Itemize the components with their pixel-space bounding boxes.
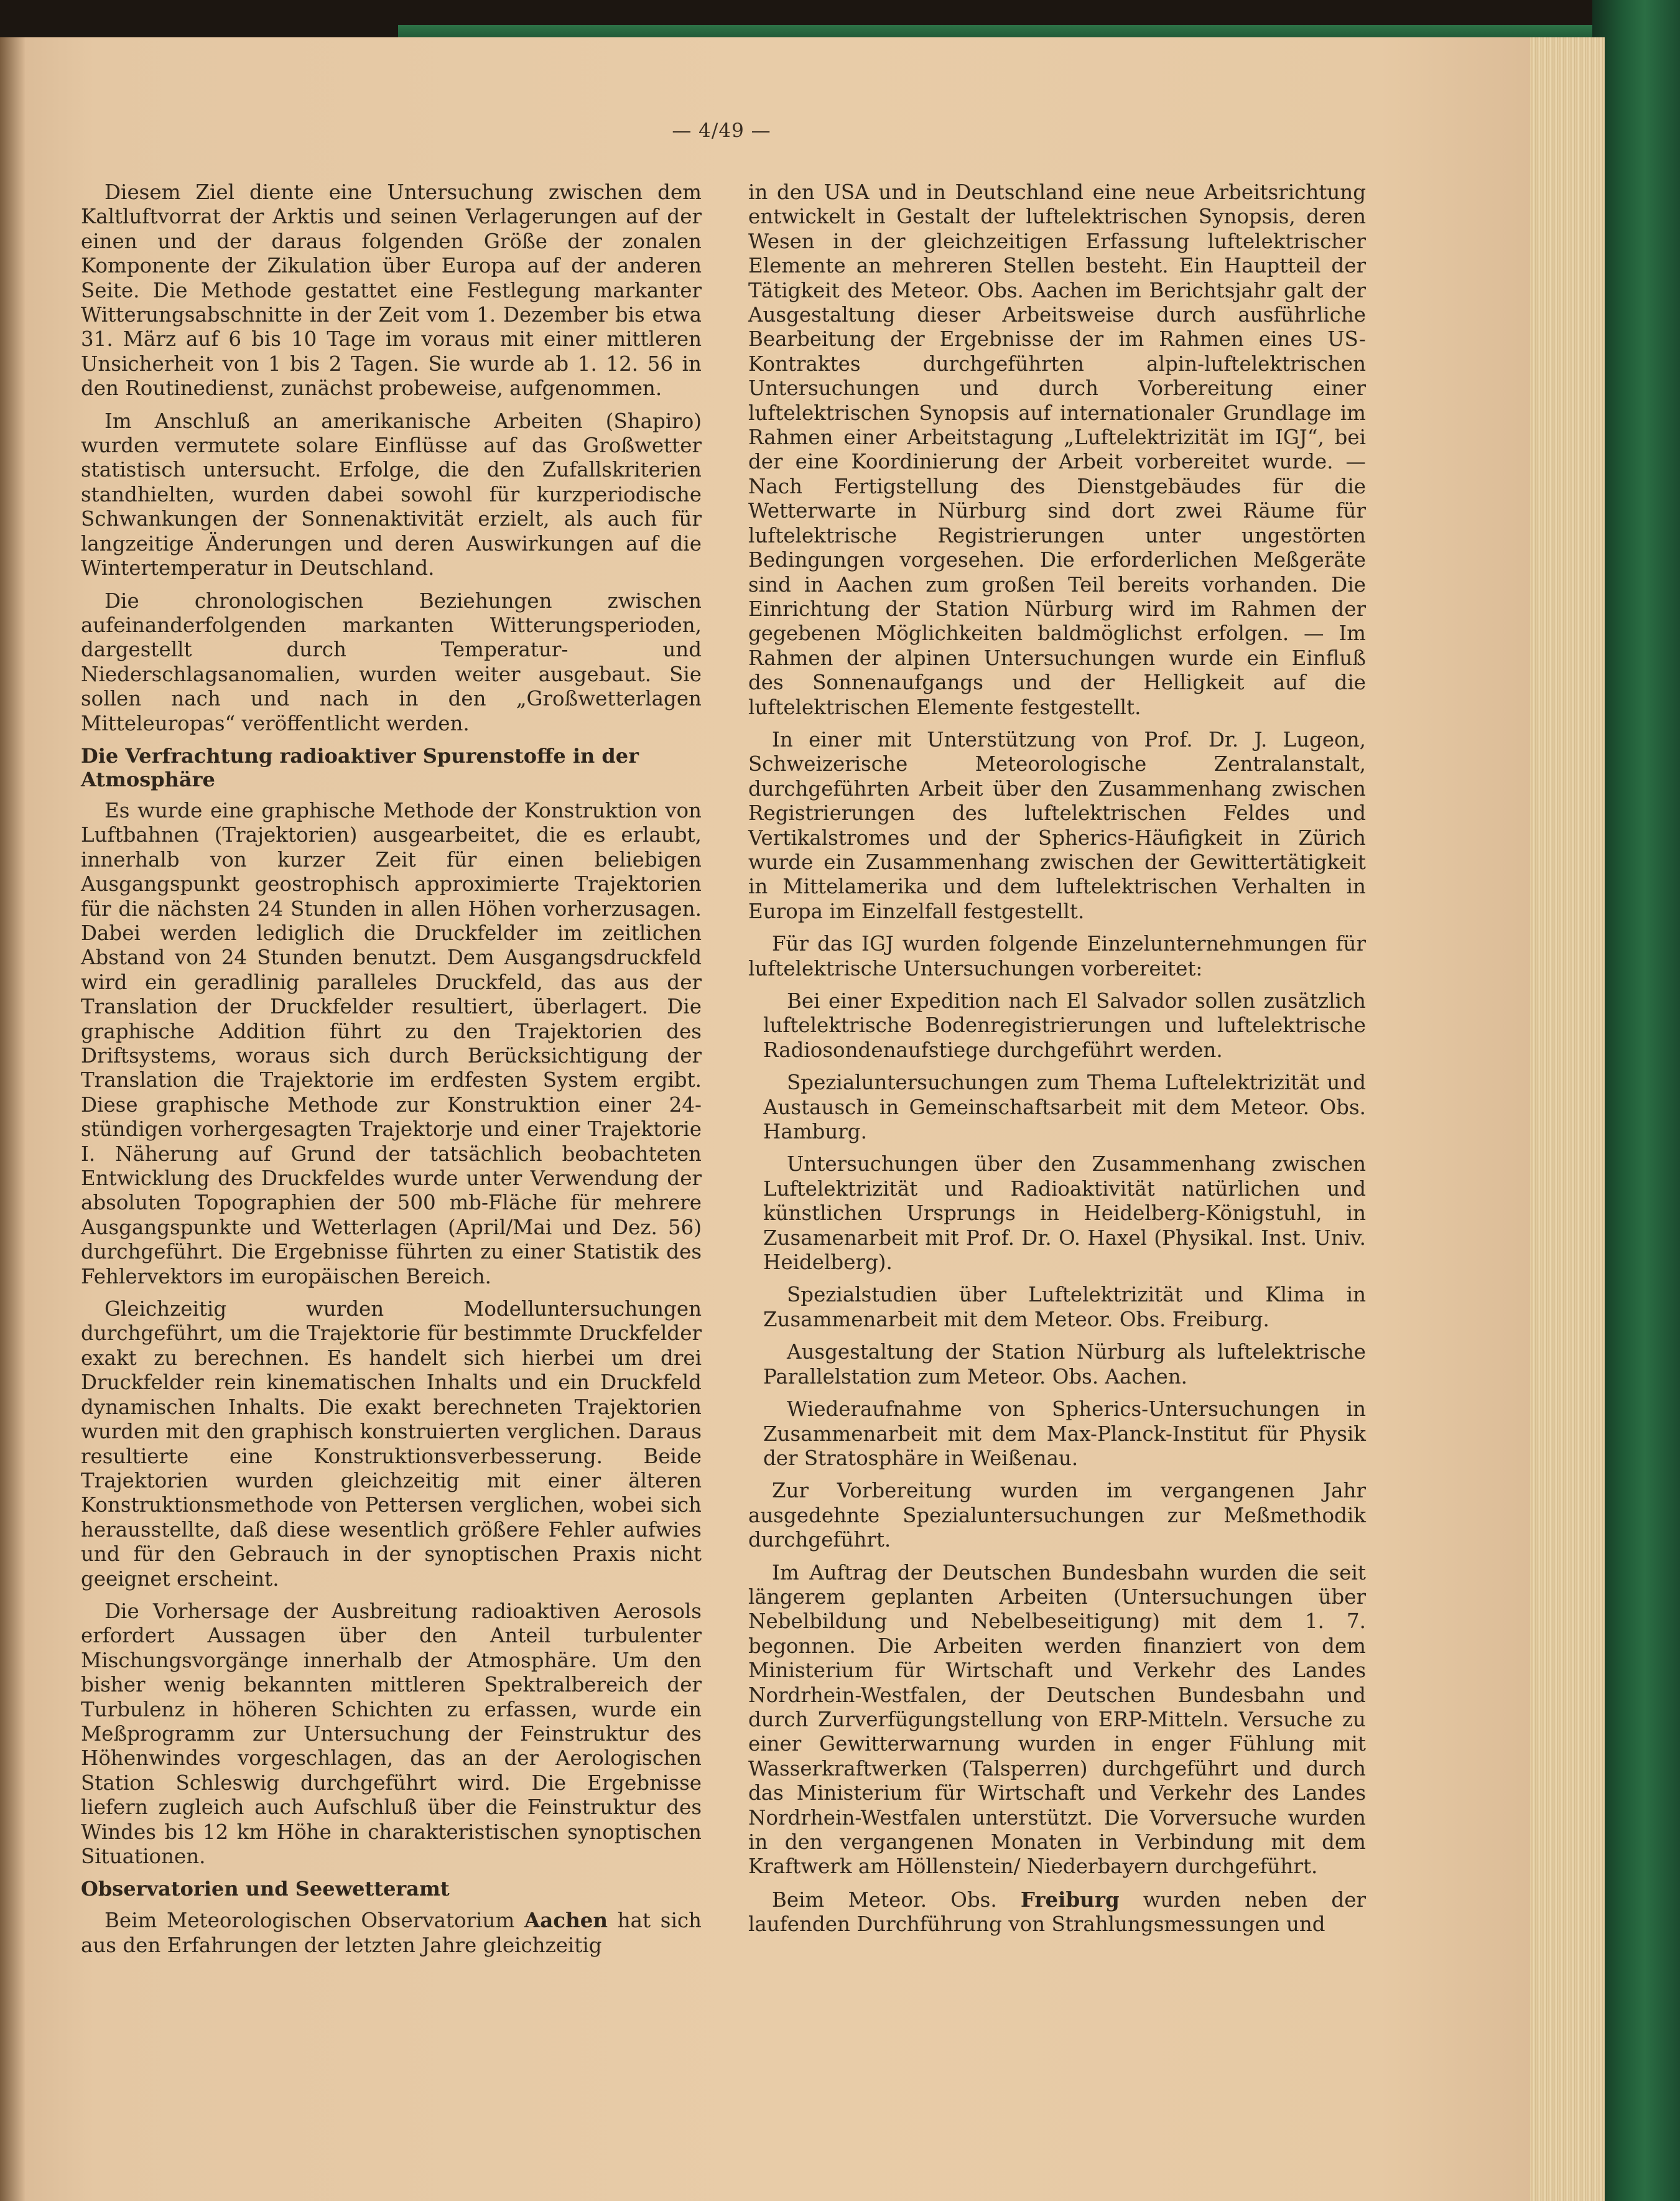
- right-column: [748, 180, 1366, 1945]
- paragraph: [748, 1887, 1366, 1937]
- paragraph: Im Auftrag der Deutschen Bundesbahn wurden die seit längerem geplanten Arbeiten (Untersuchungen über Nebelbildung und Nebelbeseitigung) mit dem 1. 7. begonnen. Die Arbeiten werden finanziert von dem Ministerium für Wirtschaft und Verkehr des Landes Nordrhein-Westfalen, der Deutschen Bundesbahn und durch Zurverfügungstellung von ERP-Mitteln. Versuche zu einer Gewitterwarnung wurden in enger Fühlung mit Wasserkraftwerken (Talsperren) durchgeführt und durch das Ministerium für Wirtschaft und Verkehr des Landes Nordrhein-Westfalen unterstützt. Die Vorversuche wurden in den vergangenen Monaten in Verbindung mit dem Kraftwerk am Höllenstein/ Niederbayern durchgeführt.: [748, 1560, 1366, 1879]
- left-column: [81, 180, 702, 1966]
- paragraph: In einer mit Unterstützung von Prof. Dr. J. Lugeon, Schweizerische Meteorologische Zentralanstalt, durchgeführten Arbeit über den Zusammenhang zwischen Registrierungen des luftelektrischen Feldes und Vertikalstromes und der Spherics-Häufigkeit in Zürich wurde ein Zusammenhang zwischen der Gewittertätigkeit in Mittelamerika und dem luftelektrischen Verhalten in Europa im Einzelfall festgestellt.: [748, 727, 1366, 923]
- paragraph: Die chronologischen Beziehungen zwischen aufeinanderfolgenden markanten Witterungsperioden, dargestellt durch Temperatur- und Niederschlagsanomalien, wurden weiter ausgebaut. Sie sollen nach und nach in den „Großwetterlagen Mitteleuropas“ veröffentlicht werden.: [81, 589, 702, 735]
- list-paragraph: Ausgestaltung der Station Nürburg als luftelektrische Parallelstation zum Meteor. Obs. Aachen.: [763, 1340, 1366, 1389]
- text-run: hat sich aus den Erfahrungen der letzten Jahre gleichzeitig: [81, 1909, 702, 1957]
- page-number: — 4/49 —: [672, 119, 771, 142]
- text-run: Beim Meteor. Obs.: [772, 1887, 1021, 1912]
- list-paragraph: Untersuchungen über den Zusammenhang zwischen Luftelektrizität und Radioaktivität natürlichen und künstlichen Ursprungs in Heidelberg-Königstuhl, in Zusamenarbeit mit Prof. Dr. O. Haxel (Physikal. Inst. Univ. Heidelberg).: [763, 1152, 1366, 1275]
- paragraph: Zur Vorbereitung wurden im vergangenen Jahr ausgedehnte Spezialuntersuchungen zur Meßmethodik durchgeführt.: [748, 1479, 1366, 1552]
- paragraph: [81, 1908, 702, 1958]
- paragraph: Es wurde eine graphische Methode der Konstruktion von Luftbahnen (Trajektorien) ausgearbeitet, die es erlaubt, innerhalb von kurzer Zeit für einen beliebigen Ausgangspunkt geostrophisch approximierte Trajektorien für die nächsten 24 Stunden in allen Höhen vorherzusagen. Dabei werden lediglich die Druckfelder im zeitlichen Abstand von 24 Stunden benutzt. Dem Ausgangsdruckfeld wird ein geradlinig paralleles Druckfeld, das aus der Translation der Druckfelder resultiert, überlagert. Die graphische Addition führt zu den Trajektorien des Driftsystems, woraus sich durch Berücksichtigung der Translation die Trajektorie im erdfesten System ergibt. Diese graphische Methode zur Konstruktion einer 24-stündigen vorhergesagten Trajektorje und einer Trajektorie I. Näherung auf Grund der tatsächlich beobachteten Entwicklung des Druckfeldes wurde unter Verwendung der absoluten Topographien der 500 mb-Fläche für mehrere Ausgangspunkte und Wetterlagen (April/Mai und Dez. 56) durchgeführt. Die Ergebnisse führten zu einer Statistik des Fehlervektors im europäischen Bereich.: [81, 798, 702, 1288]
- section-heading: Observatorien und Seewetteramt: [81, 1877, 450, 1901]
- book-cover-green: [1592, 0, 1680, 2201]
- text-run: Beim Meteorologischen Observatorium: [104, 1909, 524, 1933]
- paragraph: Für das IGJ wurden folgende Einzelunternehmungen für luftelektrische Untersuchungen vorbereitet:: [748, 932, 1366, 980]
- gutter-shadow: [0, 37, 25, 2201]
- list-paragraph: Wiederaufnahme von Spherics-Untersuchungen in Zusammenarbeit mit dem Max-Planck-Institut für Physik der Stratosphäre in Weißenau.: [763, 1397, 1366, 1470]
- list-paragraph: Bei einer Expedition nach El Salvador sollen zusätzlich luftelektrische Bodenregistrierungen und luftelektrische Radiosondenaufstiege durchgeführt werden.: [763, 989, 1366, 1062]
- page-stack-edge: [1530, 37, 1605, 2201]
- paragraph: Diesem Ziel diente eine Untersuchung zwischen dem Kaltluftvorrat der Arktis und seinen Verlagerungen auf der einen und der daraus folgenden Größe der zonalen Komponente der Zikulation über Europa auf der anderen Seite. Die Methode gestattet eine Festlegung markanter Witterungsabschnitte in der Zeit vom 1. Dezember bis etwa 31. März auf 6 bis 10 Tage im voraus mit einer mittleren Unsicherheit von 1 bis 2 Tagen. Sie wurde ab 1. 12. 56 in den Routinedienst, zunächst probeweise, aufgenommen.: [81, 180, 702, 401]
- text-run: wurden neben der laufenden Durchführung von Strahlungsmessungen und: [748, 1887, 1366, 1937]
- bold-term: Freiburg: [1020, 1887, 1120, 1912]
- paragraph: Gleichzeitig wurden Modelluntersuchungen durchgeführt, um die Trajektorie für bestimmte Druckfelder exakt zu berechnen. Es handelt sich hierbei um drei Druckfelder rein kinematischen Inhalts und ein Druckfeld dynamischen Inhalts. Die exakt berechneten Trajektorien wurden mit den graphisch konstruierten verglichen. Daraus resultierte eine Konstruktionsverbesserung. Beide Trajektorien wurden gleichzeitig mit einer älteren Konstruktionsmethode von Pettersen verglichen, wobei sich herausstellte, daß diese wesentlich größere Fehler aufwies und für den Gebrauch in der synoptischen Praxis nicht geeignet erscheint.: [81, 1297, 702, 1591]
- paragraph: Im Anschluß an amerikanische Arbeiten (Shapiro) wurden vermutete solare Einflüsse auf das Großwetter statistisch untersucht. Erfolge, die den Zufallskriterien standhielten, wurden dabei sowohl für kurzperiodische Schwankungen der Sonnenaktivität erzielt, als auch für langzeitige Änderungen und deren Auswirkungen auf die Wintertemperatur in Deutschland.: [81, 409, 702, 580]
- paragraph: in den USA und in Deutschland eine neue Arbeitsrichtung entwickelt in Gestalt der luftelektrischen Synopsis, deren Wesen in der gleichzeitigen Erfassung luftelektrischer Elemente an mehreren Stellen besteht. Ein Hauptteil der Tätigkeit des Meteor. Obs. Aachen im Berichtsjahr galt der Ausgestaltung dieser Arbeitsweise durch ausführliche Bearbeitung der Ergebnisse der im Rahmen eines US-Kontraktes durchgeführten alpin-luftelektrischen Untersuchungen und durch Vorbereitung einer luftelektrischen Synopsis auf internationaler Grundlage im Rahmen einer Arbeitstagung „Luftelektrizität im IGJ“, bei der eine Koordinierung der Arbeit vorbereitet wurde. — Nach Fertigstellung des Dienstgebäudes für die Wetterwarte in Nürburg sind dort zwei Räume für luftelektrische Registrierungen unter ungestörten Bedingungen vorgesehen. Die erforderlichen Meßgeräte sind in Aachen zum großen Teil bereits vorhanden. Die Einrichtung der Station Nürburg wird im Rahmen der gegebenen Möglichkeiten baldmöglichst erfolgen. — Im Rahmen der alpinen Untersuchungen wurde ein Einfluß des Sonnenaufgangs und der Helligkeit auf die luftelektrischen Elemente festgestellt.: [748, 180, 1366, 719]
- bold-term: Aachen: [524, 1908, 608, 1933]
- section-heading: Die Verfrachtung radioaktiver Spurenstoffe in der Atmosphäre: [81, 743, 639, 791]
- list-paragraph: Spezialstudien über Luftelektrizität und Klima in Zusammenarbeit mit dem Meteor. Obs. Freiburg.: [763, 1283, 1366, 1331]
- list-paragraph: Spezialuntersuchungen zum Thema Luftelektrizität und Austausch in Gemeinschaftsarbeit mit dem Meteor. Obs. Hamburg.: [763, 1071, 1366, 1144]
- paragraph: Die Vorhersage der Ausbreitung radioaktiven Aerosols erfordert Aussagen über den Anteil turbulenter Mischungsvorgänge innerhalb der Atmosphäre. Um den bisher wenig bekannten mittleren Spektralbereich der Turbulenz in höheren Schichten zu erfassen, wurde ein Meßprogramm zur Untersuchung der Feinstruktur des Höhenwindes vorgeschlagen, das an der Aerologischen Station Schleswig durchgeführt wird. Die Ergebnisse liefern zugleich auch Aufschluß über die Feinstruktur des Windes bis 12 km Höhe in charakteristischen synoptischen Situationen.: [81, 1599, 702, 1868]
